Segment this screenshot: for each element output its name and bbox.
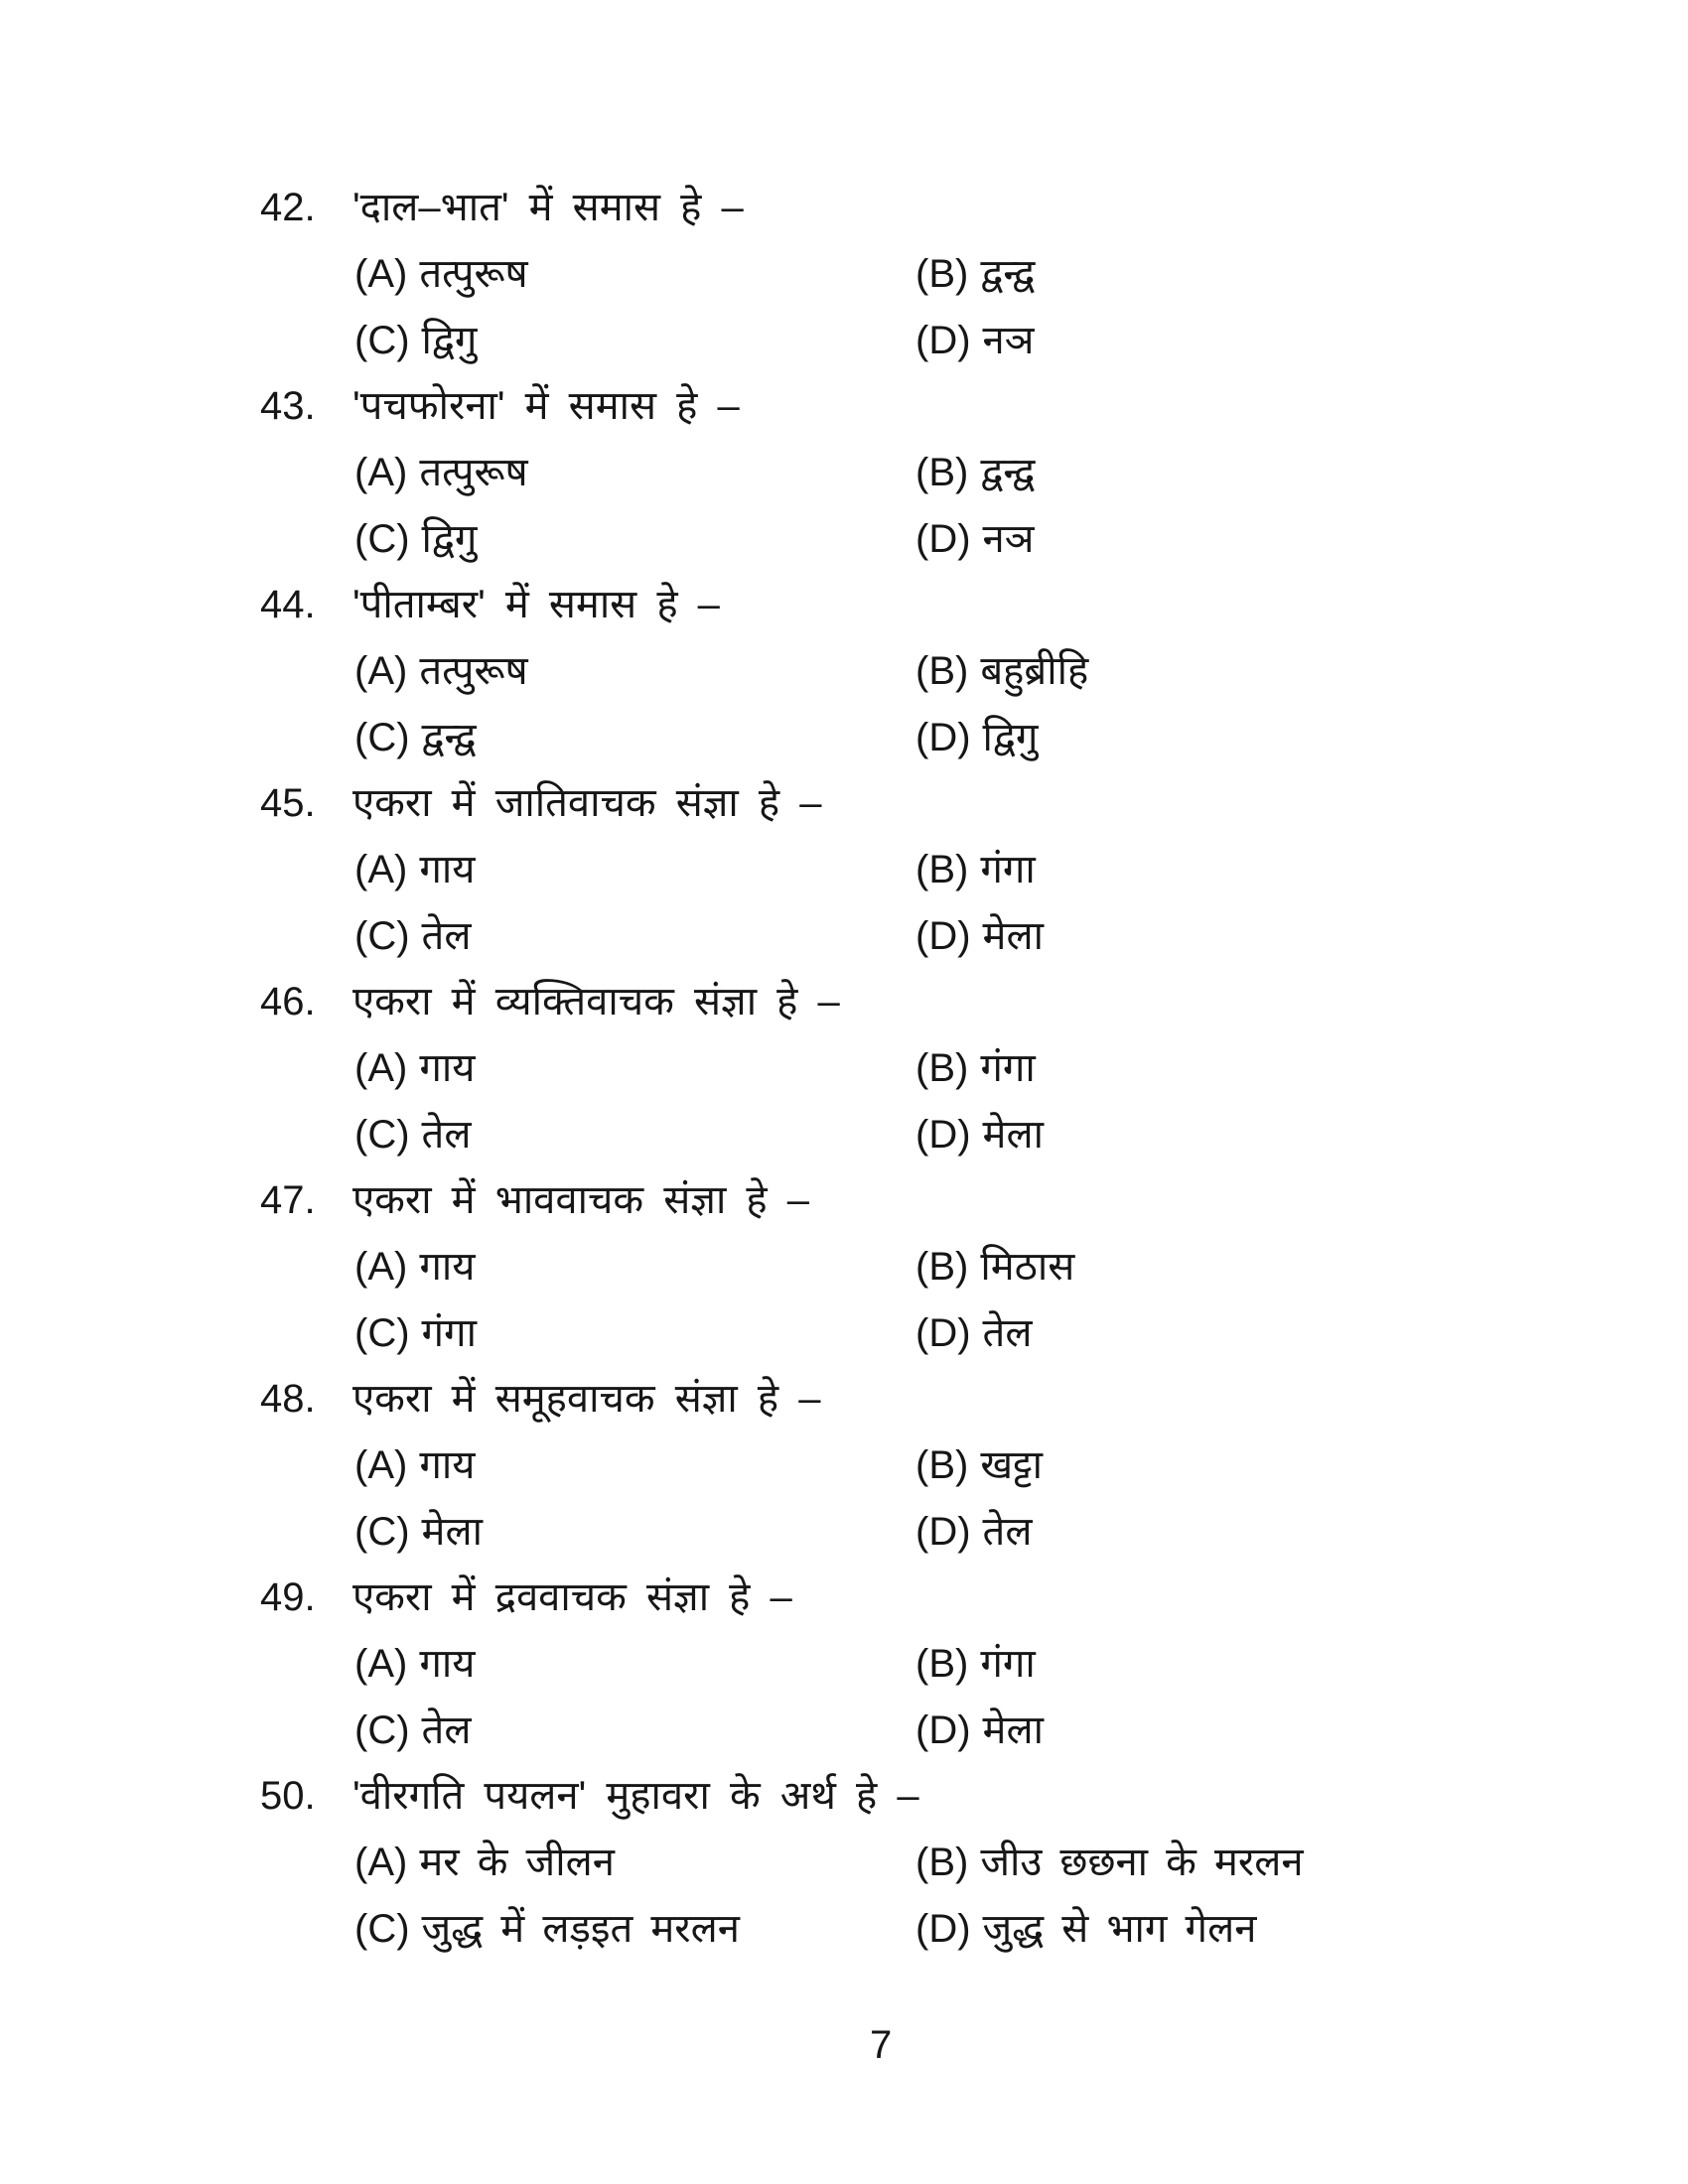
option-d [915,1509,1032,1555]
option-b [915,847,1036,892]
options-row-cd [0,1310,1688,1376]
option-c [354,318,477,363]
page-number: 7 [870,2023,893,2067]
option-d [915,913,1044,959]
options-row-cd [0,516,1688,582]
option-label: (D) [915,1113,971,1157]
options-row-cd [0,318,1688,383]
option-text: मेला [982,1113,1044,1157]
question-number: 50. [260,1774,316,1818]
option-label: (A) [354,649,408,693]
option-text: तत्पुरूष [419,252,528,296]
options-row-ab [0,1244,1688,1309]
options-row-ab [0,1641,1688,1706]
option-text: गंगा [980,848,1036,891]
question-line [260,582,720,627]
question-text: 'पचफोरना' में समास हे – [352,384,740,428]
question-number: 48. [260,1377,316,1421]
option-text: खट्टा [980,1443,1043,1487]
questions-list [0,185,1688,1972]
question-47 [0,1177,1688,1376]
question-line [260,1574,792,1620]
options-row-cd [0,1906,1688,1972]
option-label: (D) [915,517,971,561]
option-label: (A) [354,1642,408,1686]
question-line [260,1376,821,1422]
option-b [915,450,1035,495]
option-d [915,715,1038,760]
option-label: (C) [354,1113,410,1157]
option-label: (B) [915,1642,969,1686]
option-label: (D) [915,319,971,362]
option-d [915,1112,1044,1158]
option-text: गंगा [421,1311,477,1355]
option-text: गंगा [980,1046,1036,1090]
question-text: 'दाल–भात' में समास हे – [352,186,744,229]
option-d [915,1707,1044,1753]
option-label: (B) [915,1046,969,1090]
option-text: द्विगु [421,319,478,362]
options-row-ab [0,847,1688,912]
option-b [915,1244,1074,1290]
option-c [354,1509,483,1555]
question-49 [0,1574,1688,1773]
option-label: (B) [915,649,969,693]
option-text: जुद्ध में लड़इत मरलन [421,1907,740,1951]
option-label: (A) [354,1841,408,1884]
option-text: द्वन्द्व [421,716,477,759]
options-row-cd [0,715,1688,780]
option-b [915,251,1035,297]
option-label: (C) [354,319,410,362]
option-c [354,913,471,959]
option-b [915,1641,1036,1687]
option-c [354,516,477,562]
option-text: जीउ छछना के मरलन [980,1841,1304,1884]
option-d [915,1310,1032,1356]
option-label: (A) [354,1443,408,1487]
option-text: तत्पुरूष [419,649,528,693]
option-label: (C) [354,1510,410,1554]
option-label: (D) [915,914,971,958]
option-b [915,1840,1304,1885]
options-row-cd [0,913,1688,979]
question-text: 'पीताम्बर' में समास हे – [352,583,720,626]
option-label: (C) [354,1907,410,1951]
option-b [915,1442,1043,1488]
option-label: (D) [915,1907,971,1951]
option-text: गाय [419,1443,476,1487]
question-42 [0,185,1688,383]
question-text: एकरा में व्यक्तिवाचक संज्ञा हे – [352,980,840,1024]
option-text: गाय [419,1046,476,1090]
question-48 [0,1376,1688,1574]
option-text: मर के जीलन [419,1841,615,1884]
option-text: गाय [419,848,476,891]
option-label: (A) [354,451,408,494]
option-b [915,648,1088,694]
option-text: गाय [419,1642,476,1686]
question-43 [0,383,1688,582]
option-text: तेल [421,1708,472,1752]
options-row-ab [0,1045,1688,1111]
option-text: गाय [419,1245,476,1289]
option-label: (A) [354,848,408,891]
option-text: बहुब्रीहि [980,649,1089,693]
option-c [354,1707,471,1753]
option-a [354,1045,475,1091]
question-text: एकरा में भाववाचक संज्ञा हे – [352,1178,810,1222]
question-line [260,383,740,429]
question-line [260,1773,919,1819]
option-c [354,1112,471,1158]
question-number: 49. [260,1575,316,1619]
option-a [354,1244,475,1290]
option-text: नञ [982,319,1035,362]
option-text: तेल [982,1510,1033,1554]
option-c [354,1906,740,1952]
option-text: मिठास [980,1245,1075,1289]
option-label: (D) [915,1708,971,1752]
options-row-cd [0,1509,1688,1574]
question-text: 'वीरगति पयलन' मुहावरा के अर्थ हे – [352,1774,919,1818]
question-number: 42. [260,186,316,229]
option-text: तेल [421,1113,472,1157]
option-text: द्वन्द्व [980,451,1036,494]
option-text: जुद्ध से भाग गेलन [982,1907,1257,1951]
question-50 [0,1773,1688,1972]
question-line [260,979,840,1024]
options-row-ab [0,1840,1688,1905]
option-a [354,450,528,495]
options-row-cd [0,1112,1688,1177]
option-text: द्विगु [982,716,1039,759]
option-a [354,648,528,694]
options-row-ab [0,1442,1688,1508]
option-label: (A) [354,1245,408,1289]
option-text: तेल [982,1311,1033,1355]
option-b [915,1045,1036,1091]
option-text: तेल [421,914,472,958]
option-label: (B) [915,451,969,494]
option-label: (A) [354,1046,408,1090]
option-label: (B) [915,1245,969,1289]
question-number: 45. [260,781,316,825]
option-text: गंगा [980,1642,1036,1686]
option-text: द्विगु [421,517,478,561]
question-number: 44. [260,583,316,626]
option-label: (B) [915,1841,969,1884]
question-44 [0,582,1688,780]
option-text: नञ [982,517,1035,561]
option-a [354,1442,475,1488]
option-label: (A) [354,252,408,296]
options-row-ab [0,450,1688,515]
options-row-ab [0,648,1688,714]
question-number: 47. [260,1178,316,1222]
option-label: (C) [354,914,410,958]
question-text: एकरा में द्रववाचक संज्ञा हे – [352,1575,792,1619]
question-number: 43. [260,384,316,428]
question-46 [0,979,1688,1177]
question-text: एकरा में जातिवाचक संज्ञा हे – [352,781,822,825]
option-label: (C) [354,716,410,759]
option-label: (B) [915,1443,969,1487]
question-line [260,780,822,826]
option-d [915,1906,1256,1952]
option-text: द्वन्द्व [980,252,1036,296]
option-label: (C) [354,517,410,561]
option-label: (D) [915,1311,971,1355]
options-row-ab [0,251,1688,317]
option-text: तत्पुरूष [419,451,528,494]
option-text: मेला [982,1708,1044,1752]
option-label: (C) [354,1311,410,1355]
question-line [260,185,744,230]
option-text: मेला [982,914,1044,958]
question-45 [0,780,1688,979]
option-a [354,1641,475,1687]
options-row-cd [0,1707,1688,1773]
option-c [354,1310,477,1356]
option-d [915,318,1034,363]
option-d [915,516,1034,562]
option-label: (D) [915,1510,971,1554]
option-text: मेला [421,1510,483,1554]
option-label: (B) [915,252,969,296]
option-a [354,1840,615,1885]
question-text: एकरा में समूहवाचक संज्ञा हे – [352,1377,821,1421]
option-label: (C) [354,1708,410,1752]
question-number: 46. [260,980,316,1024]
question-line [260,1177,809,1223]
option-c [354,715,476,760]
option-label: (B) [915,848,969,891]
option-label: (D) [915,716,971,759]
option-a [354,847,475,892]
option-a [354,251,528,297]
